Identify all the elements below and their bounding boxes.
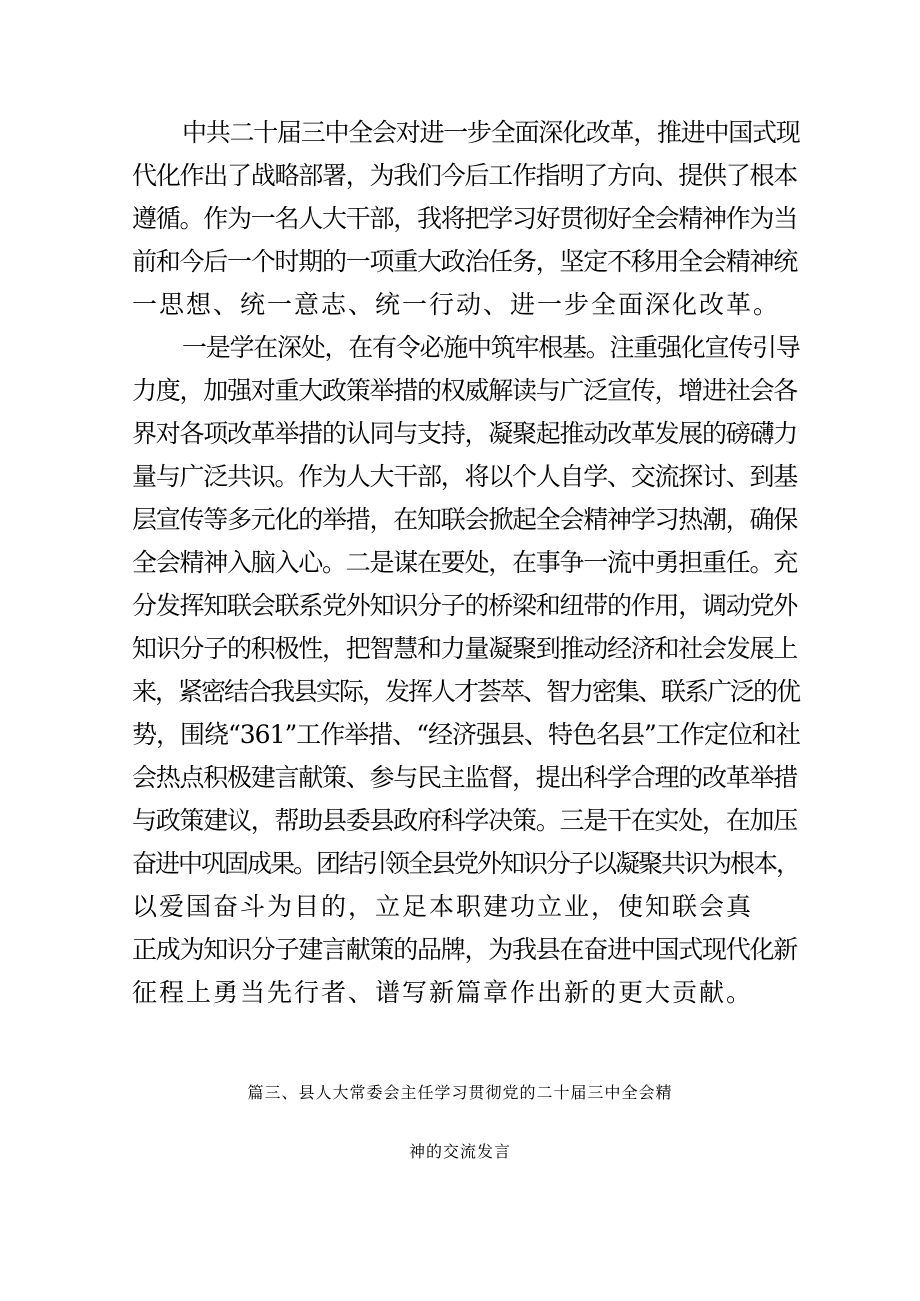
paragraph-2-line-2: 力度，加强对重大政策举措的权威解读与广泛宣传，增进社会各	[132, 376, 798, 405]
paragraph-2-line-6: 全会精神入脑入心。二是谋在要处，在事争一流中勇担重任。充	[132, 548, 798, 577]
section-heading-line-1: 篇三、县人大常委会主任学习贯彻党的二十届三中全会精	[247, 1083, 673, 1102]
paragraph-2-line-8: 知识分子的积极性，把智慧和力量凝聚到推动经济和社会发展上	[132, 634, 798, 663]
paragraph-2-line-3: 界对各项改革举措的认同与支持，凝聚起推动改革发展的磅礴力	[132, 419, 798, 448]
paragraph-2-line-7: 分发挥知联会联系党外知识分子的桥梁和纽带的作用，调动党外	[132, 591, 798, 620]
paragraph-2-line-4: 量与广泛共识。作为人大干部，将以个人自学、交流探讨、到基	[132, 462, 798, 491]
paragraph-2-line-9: 来，紧密结合我县实际，发挥人才荟萃、智力密集、联系广泛的优	[132, 677, 800, 706]
paragraph-2-line-16: 征程上勇当先行者、谱写新篇章作出新的更大贡献。	[132, 978, 754, 1007]
paragraph-1-line-1: 中共二十届三中全会对进一步全面深化改革，推进中国式现	[182, 118, 800, 147]
section-heading-line-2: 神的交流发言	[408, 1142, 511, 1161]
paragraph-2-line-10: 势，围绕“361”工作举措、“经济强县、特色名县”工作定位和社	[132, 720, 800, 749]
paragraph-2-line-15: 正成为知识分子建言献策的品牌，为我县在奋进中国式现代化新	[132, 935, 798, 964]
paragraph-1-line-4: 前和今后一个时期的一项重大政治任务，坚定不移用全会精神统	[132, 247, 798, 276]
paragraph-2-line-14: 以爱国奋斗为目的，立足本职建功立业，使知联会真	[132, 892, 754, 921]
paragraph-1-line-3: 遵循。作为一名人大干部，我将把学习好贯彻好全会精神作为当	[132, 204, 798, 233]
paragraph-2-line-12: 与政策建议，帮助县委县政府科学决策。三是干在实处，在加压	[132, 806, 798, 835]
paragraph-1-line-5: 一思想、统一意志、统一行动、进一步全面深化改革。	[132, 290, 781, 319]
paragraph-1-line-2: 代化作出了战略部署，为我们今后工作指明了方向、提供了根本	[132, 161, 798, 190]
paragraph-2-line-5: 层宣传等多元化的举措，在知联会掀起全会精神学习热潮，确保	[132, 505, 798, 534]
paragraph-2-line-13: 奋进中巩固成果。团结引领全县党外知识分子以凝聚共识为根本，	[132, 849, 800, 878]
paragraph-2-line-11: 会热点积极建言献策、参与民主监督，提出科学合理的改革举措	[132, 763, 798, 792]
paragraph-2-line-1: 一是学在深处，在有令必施中筑牢根基。注重强化宣传引导	[182, 333, 800, 362]
